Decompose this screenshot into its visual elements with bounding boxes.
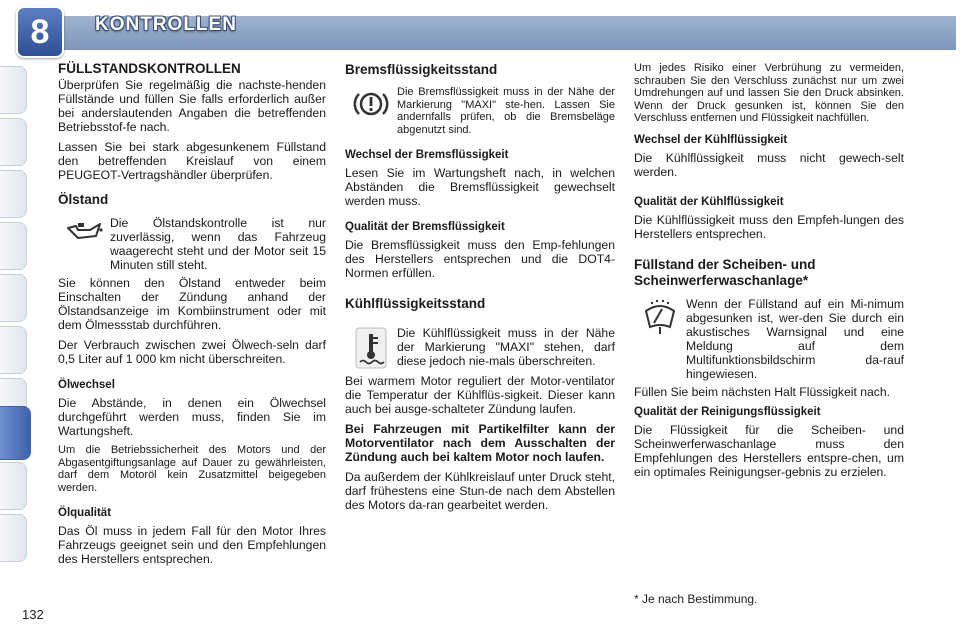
- scald-warning-paragraph: Um jedes Risiko einer Verbrühung zu vermeiden, schrauben Sie den Verschluss zunächst nur um zwei Umdrehungen auf und lassen Sie den Druck absinken. Wenn der Druck gesunken ist, können Sie den Verschluss entfernen und Flüssigkeit nachfüllen.: [634, 62, 904, 124]
- oilchange-paragraph-1: Die Abstände, in denen ein Ölwechsel durchgeführt werden muss, finden Sie im Wartungsheft.: [58, 396, 326, 438]
- brake-icon-block: [345, 86, 615, 136]
- brake-warning-icon: [353, 86, 389, 122]
- washer-paragraph-2: Füllen Sie beim nächsten Halt Flüssigkeit nach.: [634, 384, 891, 399]
- heading-oelstand: Ölstand: [58, 192, 109, 207]
- section-title-fuellstand: FÜLLSTANDSKONTROLLEN: [58, 61, 241, 76]
- intro-paragraph-2: Lassen Sie bei stark abgesunkenem Füllstand den betreffenden Kreislauf von einem PEUGEOT-Vertragshändler überprüfen.: [58, 140, 326, 182]
- brake-change-paragraph: Lesen Sie im Wartungsheft nach, in welchen Abständen die Bremsflüssigkeit gewechselt werden muss.: [345, 166, 615, 208]
- oil-paragraph-3: Der Verbrauch zwischen zwei Ölwech-seln darf 0,5 Liter auf 1 000 km nicht überschreiten.: [58, 338, 326, 366]
- heading-wechsel-kuehlfluessigkeit: Wechsel der Kühlflüssigkeit: [634, 133, 788, 146]
- coolant-icon-block: [345, 326, 615, 370]
- coolant-icon-text: Die Kühlflüssigkeit muss in der Nähe der Markierung "MAXI" stehen, darf diese jedoch nie-mals überschreiten.: [397, 326, 615, 368]
- heading-oelwechsel: Ölwechsel: [58, 379, 115, 391]
- chapter-tab-9[interactable]: [0, 462, 27, 510]
- oil-can-icon: [64, 216, 104, 246]
- column-left: [58, 62, 326, 572]
- chapter-tab-10[interactable]: [0, 514, 27, 562]
- brake-quality-paragraph: Die Bremsflüssigkeit muss den Emp-fehlungen des Herstellers entsprechen und die DOT4-Normen erfüllen.: [345, 238, 615, 280]
- chapter-tab-3[interactable]: [0, 170, 27, 218]
- heading-oelqualitaet: Ölqualität: [58, 507, 112, 519]
- heading-wechsel-bremsfluessigkeit: Wechsel der Bremsflüssigkeit: [345, 149, 509, 161]
- coolant-temperature-icon: [353, 326, 389, 370]
- chapter-tab-6[interactable]: [0, 326, 27, 374]
- washer-fluid-icon: [640, 297, 680, 337]
- heading-bremsfluessigkeitsstand: Bremsflüssigkeitsstand: [345, 62, 498, 77]
- coolant-quality-paragraph: Die Kühlflüssigkeit muss den Empfeh-lungen des Herstellers entsprechen.: [634, 212, 904, 241]
- page-title: KONTROLLEN: [95, 14, 237, 35]
- chapter-tab-5[interactable]: [0, 274, 27, 322]
- coolant-paragraph-2: Bei warmem Motor reguliert der Motor-ventilator die Temperatur der Kühlflüs-sigkeit. Dieser kann auch bei ausge-schalteter Zündung laufen.: [345, 374, 615, 416]
- chapter-tab-8-active[interactable]: [0, 406, 31, 460]
- chapter-tab-4[interactable]: [0, 222, 27, 270]
- washer-icon-text: Wenn der Füllstand auf ein Mi-nimum abgesunken ist, wer-den Sie durch ein akustisches Warnsignal und eine Meldung auf dem Multifunktionsbildschirm da-rauf hingewiesen.: [686, 296, 904, 381]
- heading-qualitaet-bremsfluessigkeit: Qualität der Bremsflüssigkeit: [345, 221, 505, 233]
- chapter-tab-2[interactable]: [0, 118, 27, 166]
- coolant-change-paragraph: Die Kühlflüssigkeit muss nicht gewech-selt werden.: [634, 150, 904, 179]
- heading-scheibenwaschanlage: Füllstand der Scheiben- und Scheinwerferwaschanlage*: [634, 256, 816, 288]
- oil-icon-block: [58, 216, 326, 272]
- washer-icon-block: [634, 297, 904, 381]
- oilquality-paragraph: Das Öl muss in jedem Fall für den Motor Ihres Fahrzeugs geeignet sein und den Empfehlungen des Herstellers entsprechen.: [58, 524, 326, 566]
- column-middle: [345, 62, 615, 518]
- oilchange-paragraph-2: Um die Betriebssicherheit des Motors und der Abgasentgiftungsanlage auf Dauer zu gewährleisten, darf dem Motoröl kein Zusatzmittel beigegeben werden.: [58, 444, 326, 494]
- page-number: 132: [22, 607, 44, 622]
- heading-kuehlfluessigkeitsstand: Kühlflüssigkeitsstand: [345, 296, 486, 311]
- coolant-bold-paragraph: Bei Fahrzeugen mit Partikelfilter kann der Motorventilator nach dem Ausschalten der Zündung auch bei kaltem Motor noch laufen.: [345, 422, 615, 464]
- chapter-badge: 8: [16, 6, 64, 58]
- brake-icon-text: Die Bremsflüssigkeit muss in der Nähe der Markierung "MAXI" ste-hen. Lassen Sie andernfalls prüfen, ob die Bremsbeläge abgenutzt sind.: [397, 86, 615, 136]
- footnote: * Je nach Bestimmung.: [634, 592, 758, 606]
- intro-paragraph-1: Überprüfen Sie regelmäßig die nachste-henden Füllstände und füllen Sie falls erforderlich außer bei anderslautenden Angaben die betreffenden Betriebsstof-fe nach.: [58, 78, 326, 134]
- heading-qualitaet-kuehlfluessigkeit: Qualität der Kühlflüssigkeit: [634, 195, 784, 208]
- washer-quality-paragraph: Die Flüssigkeit für die Scheiben- und Scheinwerferwaschanlage muss den Empfehlungen des Herstellers entspre-chen, um ein optimales Reinigungser-gebnis zu erzielen.: [634, 422, 904, 479]
- oil-icon-text: Die Ölstandskontrolle ist nur zuverlässig, wenn das Fahrzeug waagerecht steht und der Motor seit 15 Minuten still steht.: [110, 216, 326, 272]
- heading-qualitaet-reinigungsfluessigkeit: Qualität der Reinigungsflüssigkeit: [634, 405, 821, 418]
- chapter-tab-1[interactable]: [0, 66, 27, 114]
- column-right: [634, 62, 904, 485]
- coolant-paragraph-3: Da außerdem der Kühlkreislauf unter Druck steht, darf frühestens eine Stun-de nach dem Abstellen des Motors da-ran gearbeitet werden.: [345, 470, 615, 512]
- oil-paragraph-2: Sie können den Ölstand entweder beim Einschalten der Zündung anhand der Ölstandsanzeige im Kombiinstrument oder mit dem Ölmessstab durchführen.: [58, 276, 326, 332]
